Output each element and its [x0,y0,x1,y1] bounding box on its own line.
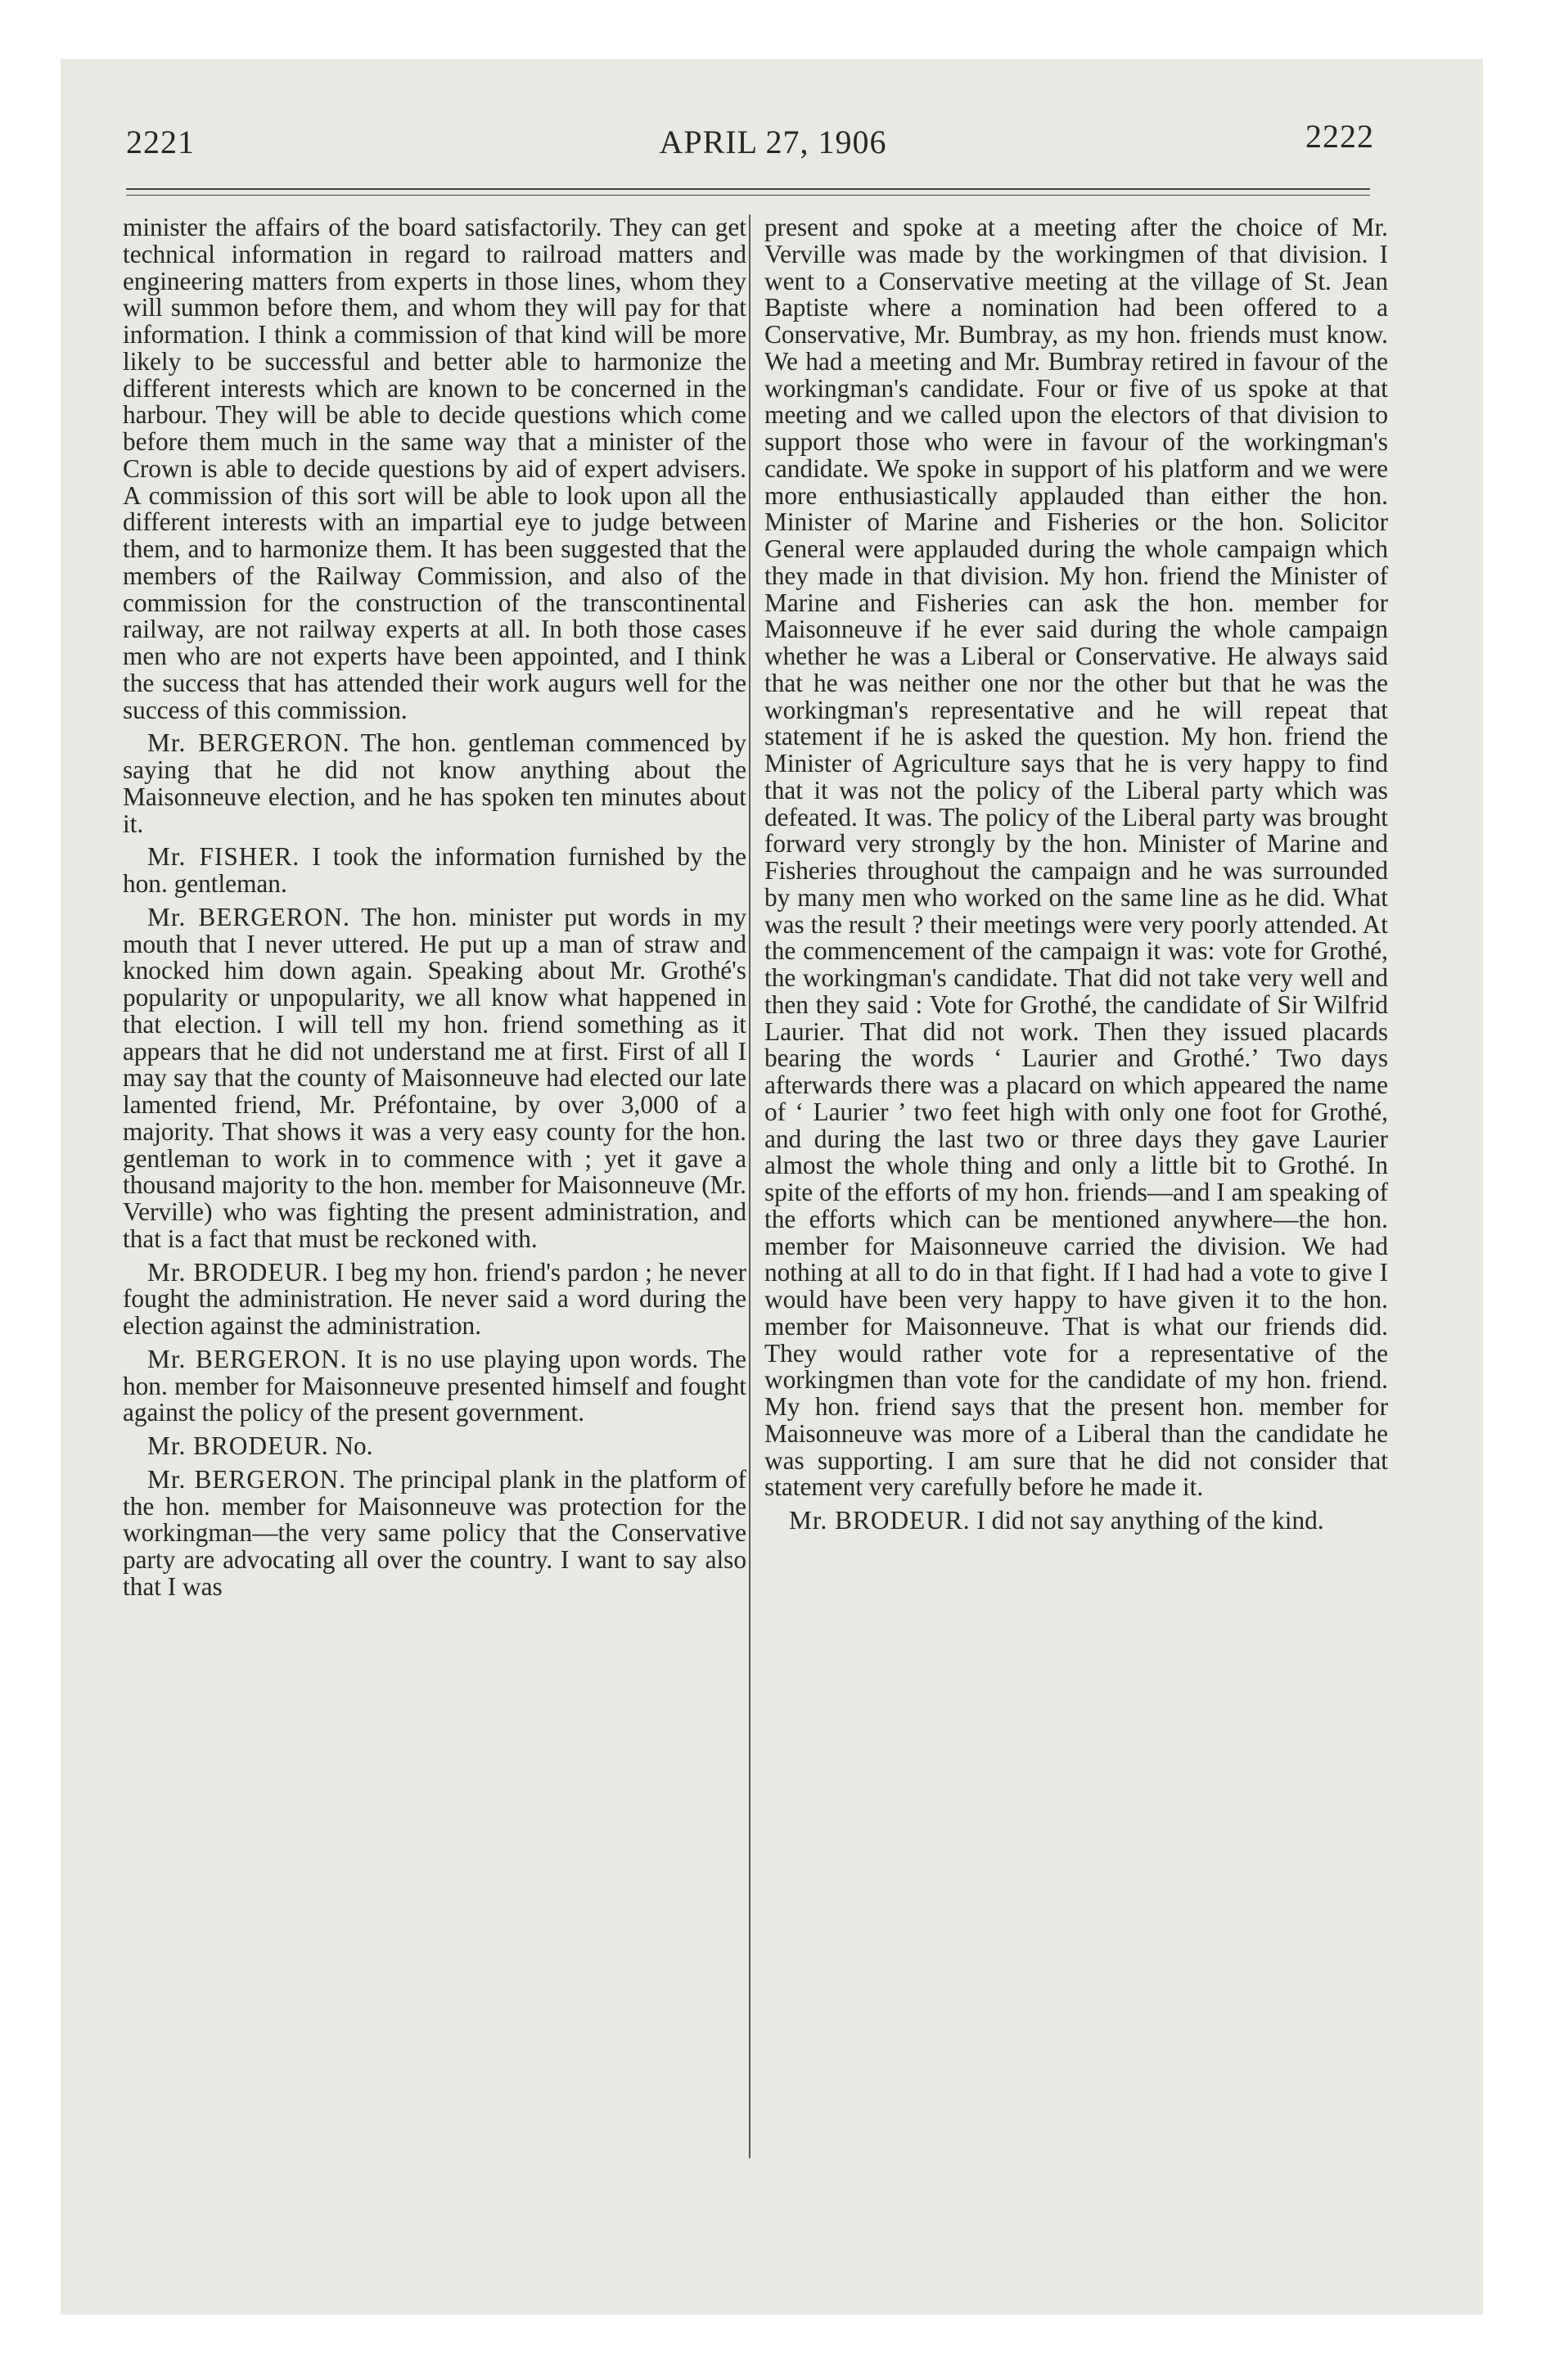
speaker: Mr. BRODEUR. [147,1257,329,1287]
paragraph [123,1433,746,1460]
page-date-title: APRIL 27, 1906 [659,124,887,160]
right-column [764,214,1388,1535]
paragraph [764,1508,1388,1535]
speaker: Mr. BERGERON. [147,902,350,931]
paragraph-text: The hon. minister put words in my mouth that I never uttered. He put up a man of straw and knocked him down again. Speaking about Mr. Grothé's popularity or unpopularity, we all know what happened in that election. I will tell my hon. friend something as it appears that he did not understand me at first. First of all I may say that the county of Maisonneuve had elected our late lamented friend, Mr. Préfontaine, by over 3,000 of a majority. That shows it was a very easy county for the hon. gentleman to work in to commence with ; yet it gave a thousand majority to the hon. member for Maisonneuve (Mr. Verville) who was fighting the present administration, and that is a fact that must be reckoned with. [123,902,746,1253]
paragraph-text: present and spoke at a meeting after the choice of Mr. Verville was made by the workingmen of that division. I went to a Conservative meeting at the village of St. Jean Baptiste where a nomination had been offered to a Conservative, Mr. Bumbray, as my hon. friends must know. We had a meeting and Mr. Bumbray retired in favour of the workingman's candidate. Four or five of us spoke at that meeting and we called upon the electors of that division to support those who were in favour of the workingman's candidate. We spoke in support of his platform and we were more enthusiastically applauded than either the hon. Minister of Marine and Fisheries or the hon. Solicitor General were applauded during the whole campaign which they made in that division. My hon. friend the Minister of Marine and Fisheries can ask the hon. member for Maisonneuve if he ever said during the whole campaign whether he was a Liberal or Conservative. He always said that he was neither one nor the other but that he was the workingman's representative and he will repeat that statement if he is asked the question. My hon. friend the Minister of Agriculture says that he is very happy to find that it was not the policy of the Liberal party which was defeated. It was. The policy of the Liberal party was brought forward very strongly by the hon. Minister of Marine and Fisheries throughout the campaign and he was surrounded by many men who worked on the same line as he did. What was the result ? their meetings were very poorly attended. At the commencement of the campaign it was: vote for Grothé, the workingman's candidate. That did not take very well and then they said : Vote for Grothé, the candidate of Sir Wilfrid Laurier. That did not work. Then they issued placards bearing the words ‘ Laurier and Grothé.’ Two days afterwards there was a placard on which appeared the name of ‘ Laurier ’ two feet high with only one foot for Grothé, and during the last two or three days they gave Laurier almost the whole thing and only a little bit to Grothé. In spite of the efforts of my hon. friends—and I am speaking of the efforts which can be mentioned anywhere—the hon. member for Maisonneuve carried the division. We had nothing at all to do in that fight. If I had had a vote to give I would have been very happy to have given it to the hon. member for Maisonneuve. That is what our friends did. They would rather vote for a representative of the workingmen than vote for the candidate of my hon. friend. My hon. friend says that the present hon. member for Maisonneuve was more of a Liberal than the candidate he was supporting. I am sure that he did not consider that statement very carefully before he made it. [764,213,1388,1502]
paragraph [123,904,746,1253]
speaker: Mr. BERGERON. [147,1344,348,1373]
paragraph-text: The principal plank in the platform of the hon. member for Maisonneuve was protection for the workingman—the very same policy that the Conservative party are advocating all over the country. I want to say also that I was [123,1464,746,1601]
paragraph-text: minister the affairs of the board satisfactorily. They can get technical information in regard to railroad matters and engineering matters from experts in those lines, whom they will summon before them, and whom they will pay for that information. I think a commission of that kind will be more likely to be successful and better able to harmonize the different interests which are known to be concerned in the harbour. They will be able to decide questions which come before them much in the same way that a minister of the Crown is able to decide questions by aid of expert advisers. A commission of this sort will be able to look upon all the different interests with an impartial eye to judge between them, and to harmonize them. It has been suggested that the members of the Railway Commission, and also of the commission for the construction of the transcontinental railway, are not railway experts at all. In both those cases men who are not experts have been appointed, and I think the success that has attended their work augurs well for the success of this commission. [123,213,746,724]
paragraph [123,1257,747,1340]
speaker: Mr. BRODEUR. [147,1431,329,1460]
speaker: Mr. BRODEUR. [789,1506,971,1535]
page-number-right: 2222 [1305,118,1374,155]
left-column [123,214,746,1601]
paragraph [764,214,1388,1501]
paragraph [123,844,746,898]
header-rule [126,188,1370,190]
paragraph-text: I took the information furnished by the hon. gentleman. [123,842,746,898]
speaker: Mr. BERGERON. [147,1464,346,1494]
speaker: Mr. BERGERON. [147,728,350,758]
header-rule-thin [126,195,1370,196]
paragraph-text: I did not say anything of the kind. [976,1506,1324,1535]
speaker: Mr. FISHER. [147,842,300,872]
paragraph-text: No. [335,1431,373,1460]
paragraph-text: I beg my hon. friend's pardon ; he never fought the administration. He never said a word during the election against the administration. [123,1257,747,1340]
page-number-left: 2221 [126,124,195,160]
paragraph [123,730,746,837]
paragraph [123,1464,746,1601]
paragraph [123,1346,746,1427]
column-divider [749,214,750,2158]
paragraph-text: It is no use playing upon words. The hon. member for Maisonneuve presented himself and fought against the policy of the present government. [123,1344,746,1427]
paragraph-text: The hon. gentleman commenced by saying that he did not know anything about the Maisonneuve election, and he has spoken ten minutes about it. [123,728,746,838]
paragraph [123,214,746,723]
